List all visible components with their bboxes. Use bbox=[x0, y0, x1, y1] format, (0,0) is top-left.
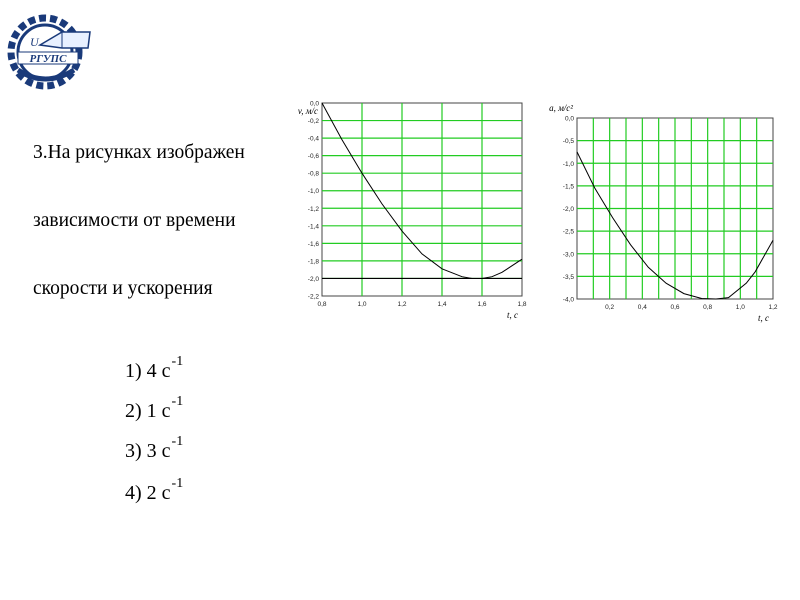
y-tick-label: -2,0 bbox=[307, 275, 319, 283]
answer-label: 1) 4 с bbox=[125, 360, 171, 382]
x-tick-label: 0,8 bbox=[317, 301, 327, 308]
x-tick-label: 1,8 bbox=[517, 301, 527, 308]
x-tick-label: 1,6 bbox=[477, 301, 487, 308]
answer-option-3[interactable] bbox=[125, 434, 245, 480]
y-tick-label: -2,2 bbox=[307, 293, 319, 301]
answer-option-1[interactable] bbox=[125, 354, 245, 400]
y-axis-label: a, м/с² bbox=[549, 103, 573, 113]
y-tick-label: -1,5 bbox=[562, 183, 574, 191]
y-tick-label: -1,0 bbox=[307, 188, 319, 196]
question-line: зависимости от времени bbox=[33, 209, 236, 231]
question-text bbox=[33, 97, 268, 312]
x-tick-label: 0,4 bbox=[637, 304, 647, 311]
answer-exponent: -1 bbox=[171, 354, 184, 369]
x-tick-label: 1,0 bbox=[735, 304, 745, 311]
y-tick-label: -0,5 bbox=[562, 138, 574, 146]
answer-option-2[interactable] bbox=[125, 394, 245, 440]
y-tick-label: -1,4 bbox=[307, 223, 319, 231]
university-logo bbox=[0, 0, 100, 100]
x-tick-label: 1,4 bbox=[437, 301, 447, 308]
y-tick-label: -0,6 bbox=[307, 153, 319, 161]
acceleration-chart bbox=[540, 88, 785, 338]
x-tick-label: 0,6 bbox=[670, 304, 680, 311]
x-tick-label: 0,8 bbox=[703, 304, 713, 311]
velocity-chart bbox=[285, 88, 545, 333]
y-tick-label: 0,0 bbox=[564, 115, 574, 123]
x-axis-label: t, с bbox=[507, 310, 518, 320]
x-tick-label: 1,0 bbox=[357, 301, 367, 308]
answer-label: 4) 2 с bbox=[125, 482, 171, 504]
y-tick-label: -3,5 bbox=[562, 273, 574, 281]
y-tick-label: -3,0 bbox=[562, 251, 574, 259]
y-tick-label: -2,0 bbox=[562, 206, 574, 213]
y-tick-label: -1,6 bbox=[307, 240, 319, 248]
x-tick-label: 1,2 bbox=[397, 301, 407, 308]
question-line: 3.На рисунках изображен bbox=[33, 142, 245, 164]
x-tick-label: 0,2 bbox=[605, 304, 615, 311]
answer-label: 3) 3 с bbox=[125, 440, 171, 462]
answer-exponent: -1 bbox=[171, 394, 184, 409]
answer-option-4[interactable] bbox=[125, 476, 245, 522]
x-tick-label: 1,2 bbox=[768, 304, 778, 311]
y-tick-label: -2,5 bbox=[562, 228, 574, 236]
plot-area bbox=[322, 103, 522, 296]
logo-letter: U bbox=[30, 35, 39, 49]
x-axis-label: t, с bbox=[758, 313, 769, 323]
answer-exponent: -1 bbox=[171, 434, 184, 449]
question-line: скорости и ускорения bbox=[33, 277, 213, 299]
y-tick-label: -1,2 bbox=[307, 205, 319, 213]
y-tick-label: 0,0 bbox=[309, 100, 319, 108]
y-tick-label: -1,8 bbox=[307, 258, 319, 266]
answer-label: 2) 1 с bbox=[125, 400, 171, 422]
y-tick-label: -0,8 bbox=[307, 170, 319, 178]
y-tick-label: -0,2 bbox=[307, 118, 319, 126]
y-axis-label: v, м/с bbox=[297, 106, 318, 116]
y-tick-label: -0,4 bbox=[307, 135, 319, 143]
y-tick-label: -1,0 bbox=[562, 160, 574, 168]
y-tick-label: -4,0 bbox=[562, 296, 574, 304]
logo-text: РГУПС bbox=[29, 53, 67, 65]
answer-exponent: -1 bbox=[171, 476, 184, 491]
